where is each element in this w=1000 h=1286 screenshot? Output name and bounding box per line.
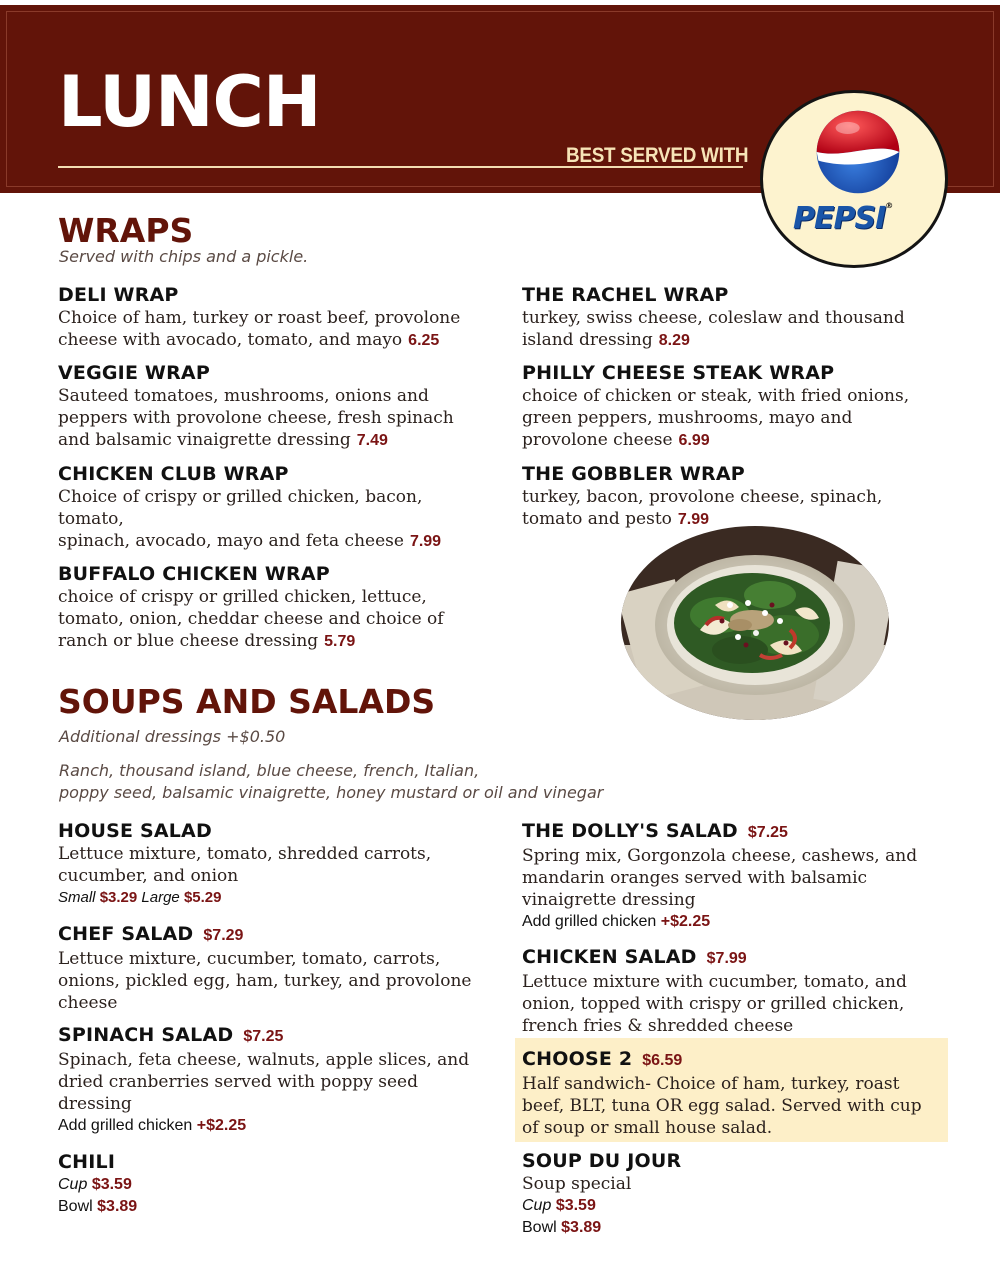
menu-item-philly-cheese-steak-wrap xyxy=(522,361,937,452)
menu-item-rachel-wrap xyxy=(522,283,937,352)
item-desc: Lettuce mixture, cucumber, tomato, carrots, onions, pickled egg, ham, turkey, and provolone cheese xyxy=(58,949,472,1013)
item-desc: Lettuce mixture with cucumber, tomato, and onion, topped with crispy or grilled chicken, french fries & shredded cheese xyxy=(522,972,907,1036)
item-name: VEGGIE WRAP xyxy=(58,362,210,384)
item-desc: Choice of crispy or grilled chicken, bacon, tomato, spinach, avocado, mayo and feta cheese 7.99 xyxy=(58,487,442,551)
wraps-note: Served with chips and a pickle. xyxy=(59,247,309,266)
item-name: CHEF SALAD $7.29 xyxy=(58,923,244,945)
item-desc: turkey, bacon, provolone cheese, spinach, tomato and pesto 7.99 xyxy=(522,487,883,529)
add-on: Add grilled chicken +$2.25 xyxy=(58,1117,247,1134)
bowl-price: Bowl $3.89 xyxy=(58,1198,138,1215)
item-price: $7.99 xyxy=(706,950,747,967)
menu-item-gobbler-wrap xyxy=(522,462,937,531)
item-price: $7.25 xyxy=(243,1028,284,1045)
item-name: PHILLY CHEESE STEAK WRAP xyxy=(522,362,835,384)
salad-photo xyxy=(620,525,890,721)
item-name: THE GOBBLER WRAP xyxy=(522,463,745,485)
item-name: CHICKEN CLUB WRAP xyxy=(58,463,289,485)
item-name: THE DOLLY'S SALAD $7.25 xyxy=(522,820,788,842)
item-price: 7.49 xyxy=(356,432,388,449)
item-price: 5.79 xyxy=(324,633,356,650)
page-title: LUNCH xyxy=(58,61,321,143)
menu-item-house-salad xyxy=(58,819,473,909)
item-name: CHILI xyxy=(58,1151,116,1173)
cup-price: Cup $3.59 xyxy=(58,1176,132,1193)
item-desc: choice of chicken or steak, with fried onions, green peppers, mushrooms, mayo and provolone cheese 6.99 xyxy=(522,386,910,450)
item-price: 6.99 xyxy=(678,432,710,449)
dressing-note: Additional dressings +$0.50 xyxy=(59,727,286,746)
wraps-title: WRAPS xyxy=(58,211,194,250)
item-price: 7.99 xyxy=(409,533,442,550)
item-price: 6.25 xyxy=(408,332,440,349)
size-prices: Small $3.29 Large $5.29 xyxy=(58,889,222,906)
add-on: Add grilled chicken +$2.25 xyxy=(522,913,711,930)
item-desc: Soup special xyxy=(522,1174,632,1194)
item-name: CHICKEN SALAD $7.99 xyxy=(522,946,747,968)
item-desc: Lettuce mixture, tomato, shredded carrots, cucumber, and onion xyxy=(58,844,432,886)
pepsi-logo xyxy=(760,90,948,268)
menu-item-deli-wrap xyxy=(58,283,473,352)
menu-item-soup-du-jour xyxy=(522,1149,937,1239)
item-name: DELI WRAP xyxy=(58,284,179,306)
tagline: BEST SERVED WITH xyxy=(566,144,749,167)
menu-item-chef-salad xyxy=(58,922,473,1014)
item-name: CHOOSE 2 $6.59 xyxy=(522,1048,683,1070)
item-name: HOUSE SALAD xyxy=(58,820,212,842)
menu-item-dollys-salad xyxy=(522,819,937,933)
dressing-list: Ranch, thousand island, blue cheese, french, Italian, poppy seed, balsamic vinaigrette, honey mustard or oil and vinegar xyxy=(59,761,604,802)
item-price: $6.59 xyxy=(642,1052,683,1069)
pepsi-wordmark: PEPSI® xyxy=(793,201,893,236)
menu-item-chicken-salad xyxy=(522,945,937,1037)
item-name: SPINACH SALAD $7.25 xyxy=(58,1024,284,1046)
item-price: $7.29 xyxy=(203,927,244,944)
item-desc: choice of crispy or grilled chicken, lettuce, tomato, onion, cheddar cheese and choice of ranch or blue cheese dressing 5.79 xyxy=(58,587,444,651)
item-desc: turkey, swiss cheese, coleslaw and thousand island dressing 8.29 xyxy=(522,308,905,350)
item-name: BUFFALO CHICKEN WRAP xyxy=(58,563,330,585)
soups-salads-title: SOUPS AND SALADS xyxy=(58,682,436,721)
pepsi-globe-icon xyxy=(815,109,901,195)
item-price: 7.99 xyxy=(677,511,710,528)
item-desc: Spring mix, Gorgonzola cheese, cashews, and mandarin oranges served with balsamic vinaigrette dressing xyxy=(522,846,918,910)
item-name: THE RACHEL WRAP xyxy=(522,284,729,306)
item-price: $7.25 xyxy=(747,824,788,841)
menu-item-choose-2 xyxy=(522,1047,937,1139)
item-desc: Half sandwich- Choice of ham, turkey, roast beef, BLT, tuna OR egg salad. Served with cup of soup or small house salad. xyxy=(522,1074,922,1138)
menu-item-buffalo-chicken-wrap xyxy=(58,562,473,653)
menu-item-veggie-wrap xyxy=(58,361,473,452)
menu-item-chicken-club-wrap xyxy=(58,462,473,553)
menu-item-chili xyxy=(58,1150,473,1218)
item-desc: Sauteed tomatoes, mushrooms, onions and peppers with provolone cheese, fresh spinach and balsamic vinaigrette dressing 7.49 xyxy=(58,386,454,450)
bowl-price: Bowl $3.89 xyxy=(522,1219,602,1236)
menu-item-spinach-salad xyxy=(58,1023,473,1137)
item-name: SOUP DU JOUR xyxy=(522,1150,682,1172)
item-desc: Spinach, feta cheese, walnuts, apple slices, and dried cranberries served with poppy seed dressing xyxy=(58,1050,470,1114)
item-desc: Choice of ham, turkey or roast beef, provolone cheese with avocado, tomato, and mayo 6.25 xyxy=(58,308,461,350)
cup-price: Cup $3.59 xyxy=(522,1197,596,1214)
item-price: 8.29 xyxy=(658,332,690,349)
